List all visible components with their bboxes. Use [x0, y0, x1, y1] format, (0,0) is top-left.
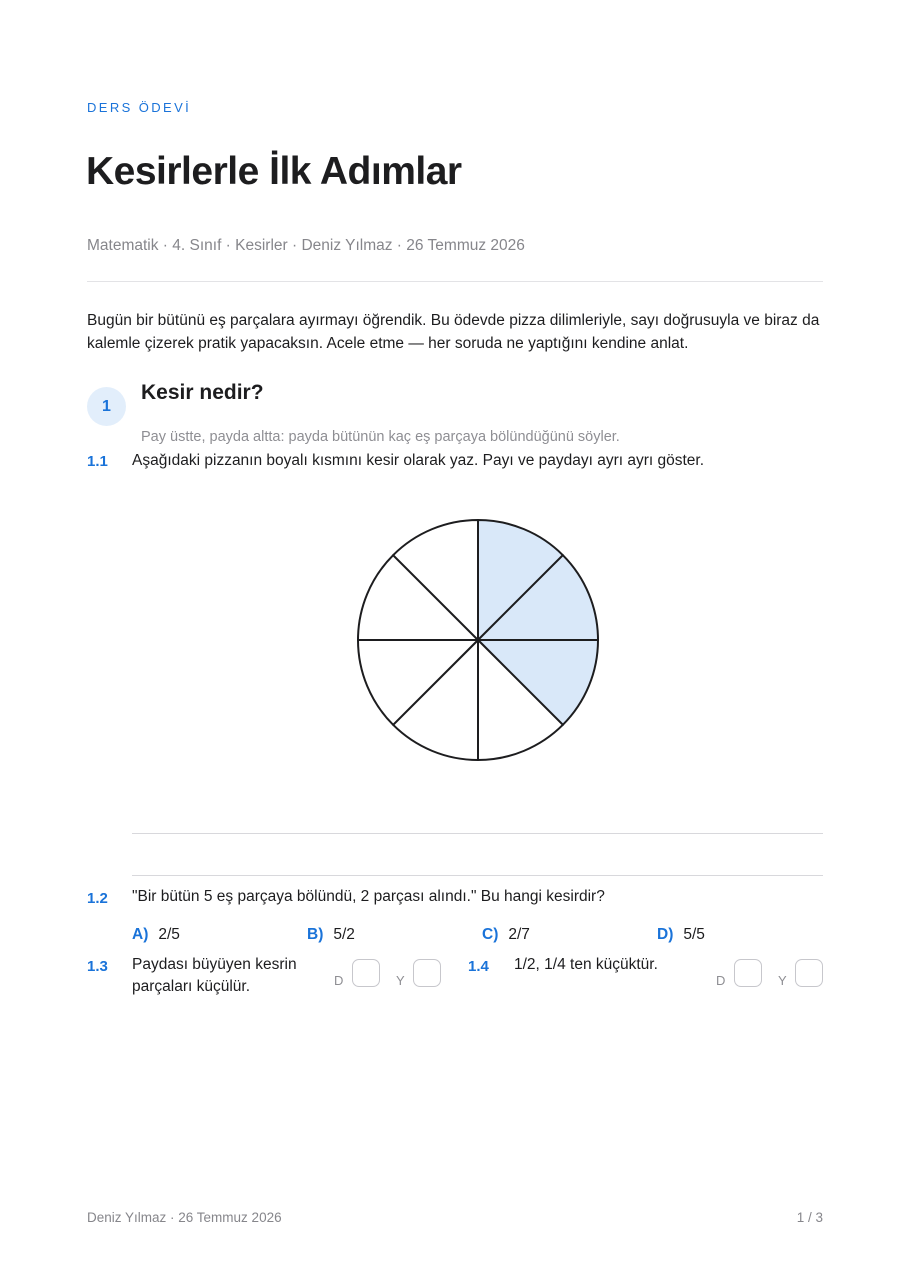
page-number: 1 / 3 [796, 1210, 823, 1225]
question-text-1-4: 1/2, 1/4 ten küçüktür. [514, 956, 658, 973]
question-text-1-2: "Bir bütün 5 eş parçaya bölündü, 2 parçası alındı." Bu hangi kesirdir? [132, 888, 605, 905]
option-value: 2/5 [158, 926, 180, 943]
option-letter: A) [132, 926, 149, 943]
option-d[interactable] [657, 926, 705, 944]
header-divider [87, 281, 823, 282]
true-checkbox[interactable] [352, 959, 380, 987]
option-value: 5/5 [683, 926, 705, 943]
false-checkbox[interactable] [795, 959, 823, 987]
document-eyebrow: DERS ÖDEVİ [87, 100, 192, 115]
true-label: D [334, 973, 344, 988]
option-letter: B) [307, 926, 324, 943]
question-number-1-3: 1.3 [87, 958, 108, 975]
question-number-1-1: 1.1 [87, 453, 108, 470]
option-letter: D) [657, 926, 674, 943]
footer-author-date: Deniz Yılmaz · 26 Temmuz 2026 [87, 1210, 282, 1225]
option-b[interactable] [307, 926, 355, 944]
section-number-badge: 1 [87, 387, 126, 426]
question-text-1-1: Aşağıdaki pizzanın boyalı kısmını kesir olarak yaz. Payı ve paydayı ayrı ayrı göster. [132, 452, 705, 469]
option-a[interactable] [132, 926, 180, 944]
option-value: 5/2 [333, 926, 355, 943]
question-number-1-4: 1.4 [468, 958, 489, 975]
page-title: Kesirlerle İlk Adımlar [86, 150, 462, 193]
false-checkbox[interactable] [413, 959, 441, 987]
section-title: Kesir nedir? [141, 381, 264, 404]
section-subtitle: Pay üstte, payda altta: payda bütünün kaç eş parçaya bölündüğünü söyler. [141, 429, 620, 445]
false-label: Y [396, 973, 405, 988]
true-label: D [716, 973, 726, 988]
question-text-1-3: Paydası büyüyen kesrin parçaları küçülür. [132, 956, 297, 995]
option-value: 2/7 [508, 926, 530, 943]
pizza-fraction-diagram [355, 517, 601, 763]
false-label: Y [778, 973, 787, 988]
question-number-1-2: 1.2 [87, 890, 108, 907]
answer-line-1[interactable] [132, 833, 823, 834]
option-c[interactable] [482, 926, 530, 944]
answer-line-2[interactable] [132, 875, 823, 876]
true-checkbox[interactable] [734, 959, 762, 987]
document-meta: Matematik · 4. Sınıf · Kesirler · Deniz Yılmaz · 26 Temmuz 2026 [87, 237, 525, 254]
option-letter: C) [482, 926, 499, 943]
intro-paragraph: Bugün bir bütünü eş parçalara ayırmayı öğrendik. Bu ödevde pizza dilimleriyle, sayı doğrusuyla ve biraz da kalemle çizerek pratik yapacaksın. Acele etme — her soruda ne yaptığını kendine anlat. [87, 312, 820, 352]
